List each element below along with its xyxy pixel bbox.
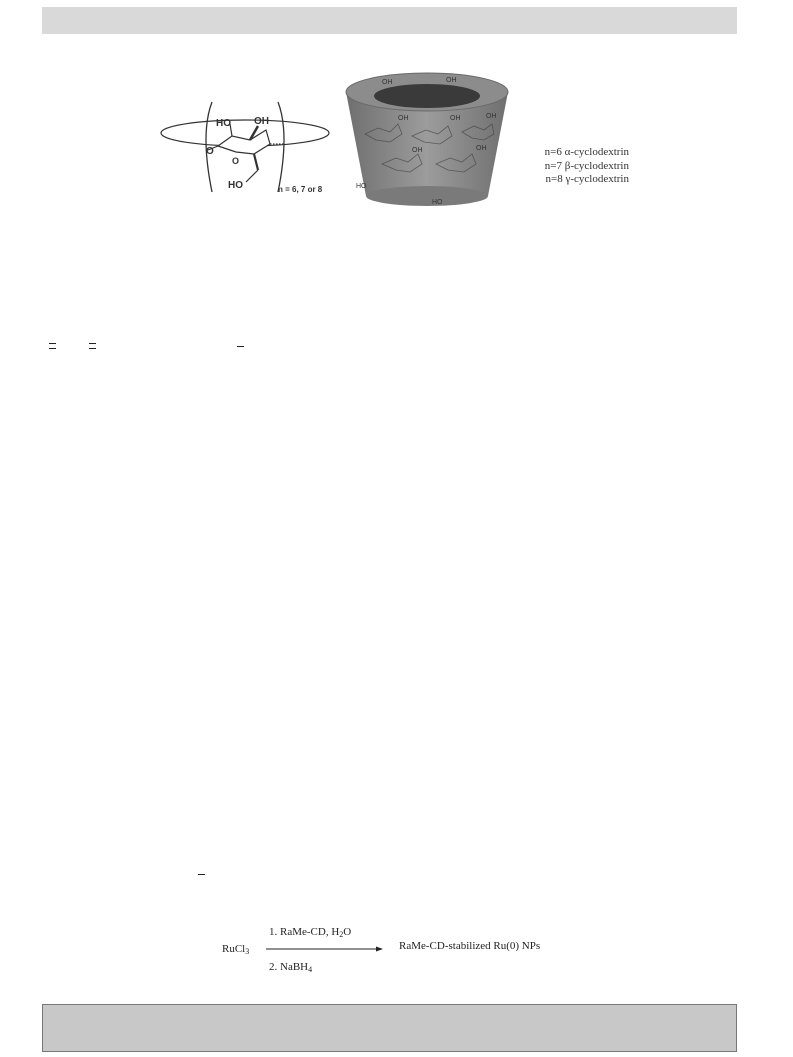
cone-label-7: OH	[486, 113, 497, 120]
cone-label-8: OH	[476, 145, 487, 152]
legend-alpha: n=6 α-cyclodextrin	[544, 146, 629, 158]
minus-mark-2	[198, 874, 205, 875]
cone-bottom	[366, 186, 488, 206]
reactant: RuCl$_3$	[222, 943, 250, 956]
right-bracket	[278, 102, 284, 192]
footer-box	[42, 1004, 737, 1052]
label-bridge-o: O	[206, 146, 214, 157]
cyclodextrin-legend	[524, 146, 629, 187]
reagent-step-2: 2. NaBH$_4$	[269, 961, 313, 974]
label-ho-bottom: HO	[228, 180, 243, 191]
cone-label-3: OH	[398, 115, 409, 122]
cone-label-1: OH	[382, 79, 393, 86]
cone-label-5: HO	[356, 183, 367, 190]
reagent-step-1: 1. RaMe-CD, $H_2O$	[269, 926, 352, 939]
product: RaMe-CD-stabilized Ru(0) NPs	[399, 940, 541, 952]
reaction-scheme	[0, 924, 793, 984]
equals-mark-1	[49, 343, 56, 349]
legend-beta: n=7 β-cyclodextrin	[544, 159, 629, 172]
cyclodextrin-figure	[0, 0, 793, 240]
cyclodextrin-structure-svg	[150, 70, 530, 215]
label-n-values: n = 6, 7 or 8	[278, 185, 323, 194]
label-ho-top: HO	[216, 118, 231, 129]
cone-cavity	[374, 84, 480, 108]
equals-mark-2	[89, 343, 96, 349]
label-oh-top: OH	[254, 116, 269, 127]
reaction-arrow	[266, 945, 384, 953]
cone-label-6: HO	[432, 199, 443, 206]
cone-label-2: OH	[446, 77, 457, 84]
cone-label-4: OH	[450, 115, 461, 122]
glucose-ring	[218, 130, 270, 154]
legend-gamma: n=8 γ-cyclodextrin	[545, 173, 629, 185]
minus-mark-1	[237, 346, 244, 347]
cone-label-9: OH	[412, 147, 423, 154]
label-ring-o: O	[232, 156, 240, 166]
